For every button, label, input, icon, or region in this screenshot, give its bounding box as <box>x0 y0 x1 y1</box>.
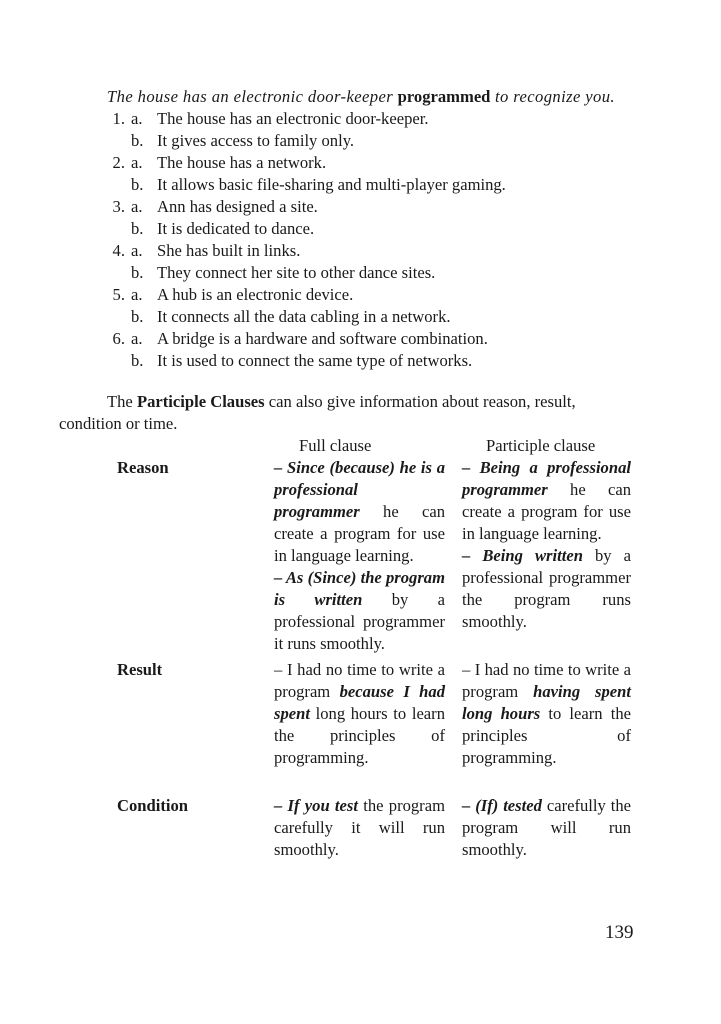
item-number: 6. <box>112 329 125 348</box>
list-item <box>83 196 638 218</box>
intro-text-after: to recognize you. <box>490 87 615 106</box>
paragraph-line: condition or time. <box>59 414 178 433</box>
result-full-clause <box>274 659 445 769</box>
bold-italic-phrase: – Since (because) he is a professional programmer <box>274 458 445 521</box>
plain-phrase: he can create a program for use in language learning. <box>274 502 445 565</box>
item-letter: b. <box>131 307 144 326</box>
list-item <box>83 262 638 284</box>
plain-phrase: carefully the program will run smoothly. <box>462 796 631 859</box>
list-item <box>83 284 638 306</box>
item-sentence: It is dedicated to dance. <box>157 219 315 238</box>
header-participle-clause: Participle clause <box>486 436 596 455</box>
plain-phrase: he can create a program for use in language learning. <box>462 480 631 543</box>
item-letter: b. <box>131 351 144 370</box>
item-sentence: It connects all the data cabling in a network. <box>157 307 451 326</box>
table-row-reason <box>83 457 638 655</box>
bold-italic-phrase: – Being written <box>462 546 583 565</box>
reason-participle-example-2 <box>462 545 631 633</box>
item-letter: a. <box>131 153 143 172</box>
page-body <box>59 86 638 865</box>
item-sentence: Ann has designed a site. <box>157 197 318 216</box>
list-item <box>83 306 638 328</box>
item-number: 4. <box>112 241 125 260</box>
list-item <box>83 328 638 350</box>
plain-phrase: by a professional programmer it runs smoothly. <box>274 590 445 653</box>
reason-participle-clause <box>462 457 631 633</box>
item-number: 1. <box>112 109 125 128</box>
item-letter: b. <box>131 219 144 238</box>
item-sentence: A hub is an electronic device. <box>157 285 354 304</box>
item-sentence: The house has an electronic door-keeper. <box>157 109 429 128</box>
list-item <box>83 218 638 240</box>
intro-sentence <box>83 86 638 108</box>
paragraph-text: The <box>107 392 137 411</box>
row-label-result: Result <box>117 660 163 679</box>
item-letter: b. <box>131 263 144 282</box>
bold-italic-phrase: – If you test <box>274 796 358 815</box>
list-item <box>83 240 638 262</box>
item-letter: b. <box>131 131 144 150</box>
plain-phrase: the program carefully it will run smoothly. <box>274 796 445 859</box>
item-sentence: It is used to connect the same type of networks. <box>157 351 473 370</box>
item-sentence: She has built in links. <box>157 241 301 260</box>
reason-full-example-2 <box>274 567 445 655</box>
paragraph-line <box>107 392 576 411</box>
item-letter: a. <box>131 109 143 128</box>
reason-full-clause <box>274 457 445 655</box>
reason-full-example-1 <box>274 457 445 567</box>
reason-participle-example-1 <box>462 457 631 545</box>
table-row-result <box>83 659 638 795</box>
item-letter: a. <box>131 241 143 260</box>
result-full-example <box>274 659 445 769</box>
paragraph-bold-term: Participle Clauses <box>136 392 265 411</box>
item-number: 5. <box>112 285 125 304</box>
item-letter: b. <box>131 175 144 194</box>
item-sentence: It allows basic file-sharing and multi-player gaming. <box>157 175 506 194</box>
list-item <box>83 108 638 130</box>
bold-italic-phrase: – As (Since) the program is written <box>274 568 445 609</box>
bold-italic-phrase: because I had spent <box>274 682 445 723</box>
item-sentence: A bridge is a hardware and software combination. <box>157 329 488 348</box>
plain-phrase: to learn the principles of programming. <box>462 704 631 767</box>
exercise-list <box>83 108 638 372</box>
row-label-condition: Condition <box>117 796 189 815</box>
participle-paragraph <box>59 391 638 435</box>
page-number: 139 <box>605 922 634 943</box>
item-sentence: It gives access to family only. <box>157 131 355 150</box>
bold-italic-phrase: – (If) tested <box>462 796 542 815</box>
item-number: 3. <box>112 197 125 216</box>
condition-participle-clause <box>462 795 631 861</box>
plain-phrase: by a professional programmer the program runs smoothly. <box>462 546 631 631</box>
item-letter: a. <box>131 329 143 348</box>
list-item <box>83 350 638 372</box>
header-full-clause: Full clause <box>299 436 372 455</box>
item-sentence: The house has a network. <box>157 153 327 172</box>
item-sentence: They connect her site to other dance sites. <box>157 263 436 282</box>
table-row-condition <box>83 795 638 865</box>
item-letter: a. <box>131 285 143 304</box>
plain-phrase: – I had no time to write a program <box>274 660 445 701</box>
row-label-reason: Reason <box>117 458 169 477</box>
paragraph-text: can also give information about reason, result, <box>264 392 576 411</box>
list-item <box>83 130 638 152</box>
condition-participle-example <box>462 795 631 861</box>
table-header <box>83 435 638 457</box>
result-participle-clause <box>462 659 631 769</box>
plain-phrase: – I had no time to write a program <box>462 660 631 701</box>
plain-phrase: long hours to learn the principles of programming. <box>274 704 445 767</box>
item-letter: a. <box>131 197 143 216</box>
bold-italic-phrase: having spent long hours <box>462 682 631 723</box>
result-participle-example <box>462 659 631 769</box>
list-item <box>83 174 638 196</box>
condition-full-clause <box>274 795 445 861</box>
bold-italic-phrase: – Being a professional programmer <box>462 458 631 499</box>
item-number: 2. <box>112 153 125 172</box>
list-item <box>83 152 638 174</box>
intro-bold-word: programmed <box>397 87 491 106</box>
intro-text-before: The house has an electronic door-keeper <box>107 87 398 106</box>
condition-full-example <box>274 795 445 861</box>
